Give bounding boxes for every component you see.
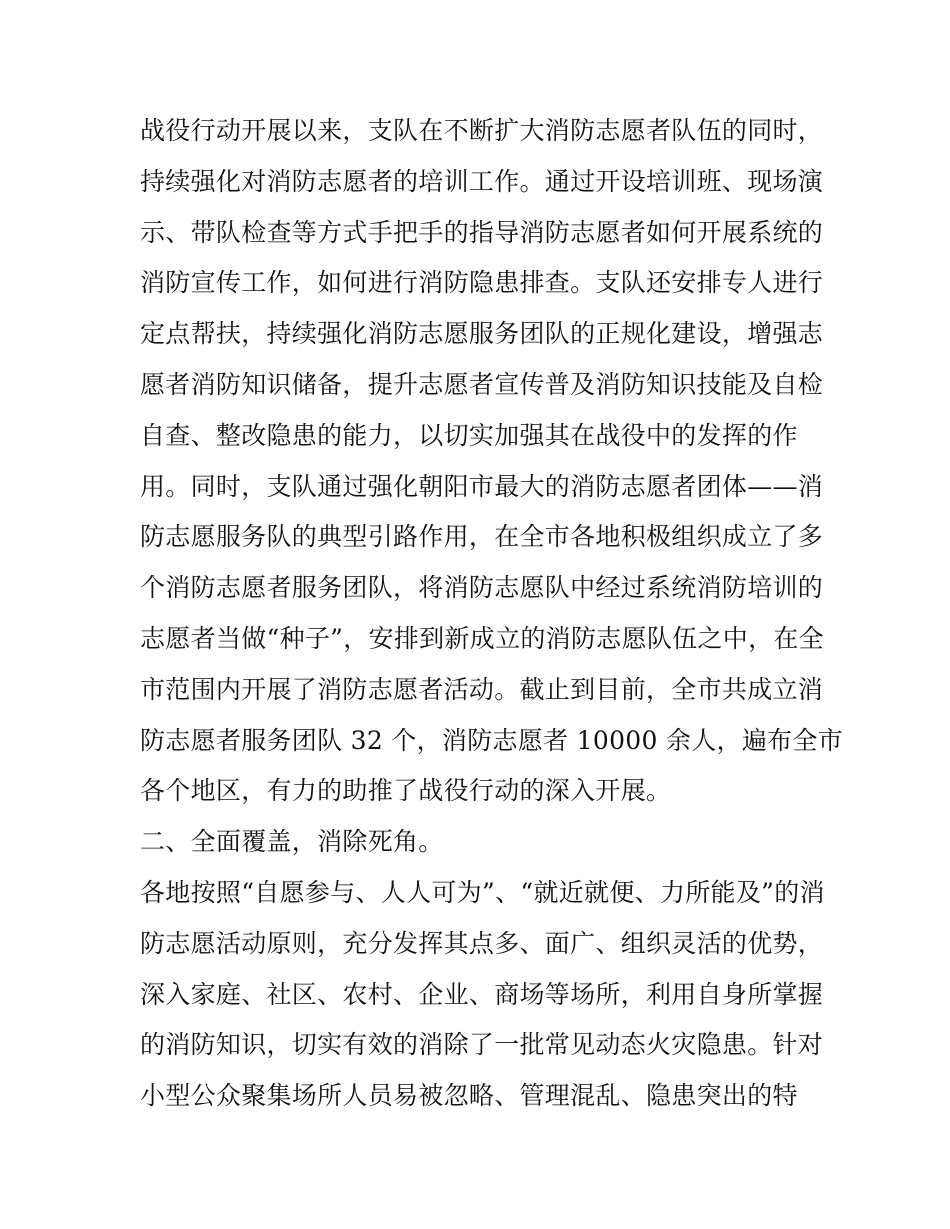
body-text bbox=[140, 106, 844, 1122]
text-line: 自查、整改隐患的能力，以切实加强其在战役中的发挥的作 bbox=[140, 420, 798, 450]
text-line: 志愿者当做“种子”，安排到新成立的消防志愿队伍之中，在全 bbox=[140, 623, 824, 653]
text-line: 小型公众聚集场所人员易被忽略、管理混乱、隐患突出的特 bbox=[140, 1081, 798, 1111]
text-line: 愿者消防知识储备，提升志愿者宣传普及消防知识技能及自检 bbox=[140, 369, 824, 399]
text-line: 战役行动开展以来，支队在不断扩大消防志愿者队伍的同时， bbox=[140, 116, 824, 145]
text-line: 消防宣传工作，如何进行消防隐患排查。支队还安排专人进行 bbox=[140, 268, 824, 298]
section-heading: 二、全面覆盖，消除死角。 bbox=[140, 827, 444, 857]
text-line: 市范围内开展了消防志愿者活动。截止到目前，全市共成立消 bbox=[140, 674, 824, 704]
text-line: 深入家庭、社区、农村、企业、商场等场所，利用自身所掌握 bbox=[140, 979, 824, 1009]
text-line: 个消防志愿者服务团队，将消防志愿队中经过系统消防培训的 bbox=[140, 573, 824, 603]
text-line: 各地按照“自愿参与、人人可为”、“就近就便、力所能及”的消 bbox=[140, 877, 825, 907]
text-line: 的消防知识，切实有效的消除了一批常见动态火灾隐患。针对 bbox=[140, 1030, 824, 1060]
text-line: 防志愿者服务团队 32 个，消防志愿者 10000 余人，遍布全市 bbox=[140, 725, 844, 755]
text-line: 示、带队检查等方式手把手的指导消防志愿者如何开展系统的 bbox=[140, 217, 824, 247]
text-line: 定点帮扶，持续强化消防志愿服务团队的正规化建设，增强志 bbox=[140, 319, 824, 349]
text-line: 防志愿活动原则，充分发挥其点多、面广、组织灵活的优势， bbox=[140, 928, 824, 958]
text-line: 用。同时，支队通过强化朝阳市最大的消防志愿者团体——消 bbox=[140, 471, 824, 501]
text-line: 防志愿服务队的典型引路作用，在全市各地积极组织成立了多 bbox=[140, 522, 824, 552]
text-line: 持续强化对消防志愿者的培训工作。通过开设培训班、现场演 bbox=[140, 166, 824, 196]
text-line: 各个地区，有力的助推了战役行动的深入开展。 bbox=[140, 776, 672, 806]
